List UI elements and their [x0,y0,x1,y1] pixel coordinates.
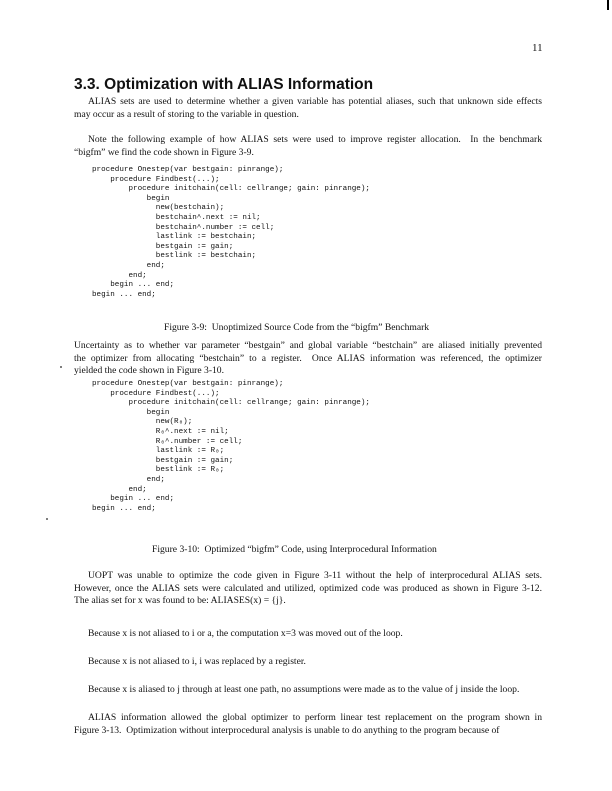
text-line: Figure 3-13. Optimization without interprocedural analysis is unable to do anything to the program because of [74,724,500,736]
page-number: 11 [532,42,543,54]
paragraph-aliased-j: Because x is aliased to j through at least one path, no assumptions were made as to the value of j inside the loop. [88,684,520,695]
code-listing-figure-3-9 [92,166,370,300]
code-listing-figure-3-10 [92,380,370,514]
text-line: ALIAS sets are used to determine whether a given variable has potential aliases, such that unknown side effects [88,96,542,107]
paragraph-register: Because x is not aliased to i, i was replaced by a register. [88,656,306,667]
text-line: yielded the code shown in Figure 3-10. [74,365,225,377]
text-line: Note the following example of how ALIAS sets were used to improve register allocation. In the benchmark [88,134,542,145]
figure-caption-3-9: Figure 3-9: Unoptimized Source Code from the “bigfm” Benchmark [164,322,430,333]
code-line: begin ... end; [92,495,175,504]
code-line: begin ... end; [92,281,175,290]
code-line: begin ... end; [92,504,156,513]
text-line: the optimizer from allocating “bestchain” to a register. Once ALIAS information was referenced, the optimizer [74,352,542,364]
code-line: procedure Onestep(var bestgain: pinrange); [92,166,284,174]
paragraph-moved-out: Because x is not aliased to i or a, the computation x=3 was moved out of the loop. [88,628,403,639]
text-line: UOPT was unable to optimize the code given in Figure 3-11 without the help of interprocedural ALIAS sets. [88,570,542,581]
code-line: bestchain^.number := cell; [92,223,275,232]
text-line: However, once the ALIAS sets were calculated and utilized, optimized code was produced as shown in Figure 3-12. [74,582,542,594]
figure-caption-3-10: Figure 3-10: Optimized “bigfm” Code, using Interprocedural Information [152,544,437,555]
code-line: bestlink := bestchain; [92,252,257,261]
code-line: R₀^.number := cell; [92,437,243,446]
code-line: procedure initchain(cell: cellrange; gain: pinrange); [92,185,370,194]
text-line: Uncertainty as to whether var parameter “bestgain” and global variable “bestchain” are aliased initially prevented [74,340,542,351]
code-line: procedure Findbest(...); [92,389,220,398]
code-line: lastlink := R₀; [92,447,225,456]
code-line: bestlink := R₀; [92,466,225,475]
code-line: bestgain := gain; [92,456,234,465]
code-line: bestgain := gain; [92,242,234,251]
code-line: lastlink := bestchain; [92,233,257,242]
code-line: procedure Findbest(...); [92,175,220,184]
section-title: 3.3. Optimization with ALIAS Information [74,76,374,93]
code-line: begin [92,408,170,417]
code-line: end; [92,475,165,484]
code-line: end; [92,485,147,494]
scan-speck [60,366,62,368]
text-line: may occur as a result of storing to the variable in question. [74,108,299,120]
code-line: R₀^.next := nil; [92,427,229,436]
text-line: “bigfm” we find the code shown in Figure 3-9. [74,146,254,158]
code-line: end; [92,271,147,280]
code-line: begin [92,194,170,203]
code-line: procedure Onestep(var bestgain: pinrange); [92,380,284,388]
code-line: bestchain^.next := nil; [92,213,261,222]
code-line: begin ... end; [92,290,156,299]
code-line: new(R₀); [92,418,193,427]
margin-mark [607,0,609,10]
code-line: new(bestchain); [92,204,225,213]
code-line: end; [92,261,165,270]
text-line: ALIAS information allowed the global optimizer to perform linear test replacement on the program shown in [88,712,542,723]
code-line: procedure initchain(cell: cellrange; gain: pinrange); [92,399,370,408]
text-line: The alias set for x was found to be: ALIASES(x) = {j}. [74,595,286,607]
scan-speck [46,518,48,520]
